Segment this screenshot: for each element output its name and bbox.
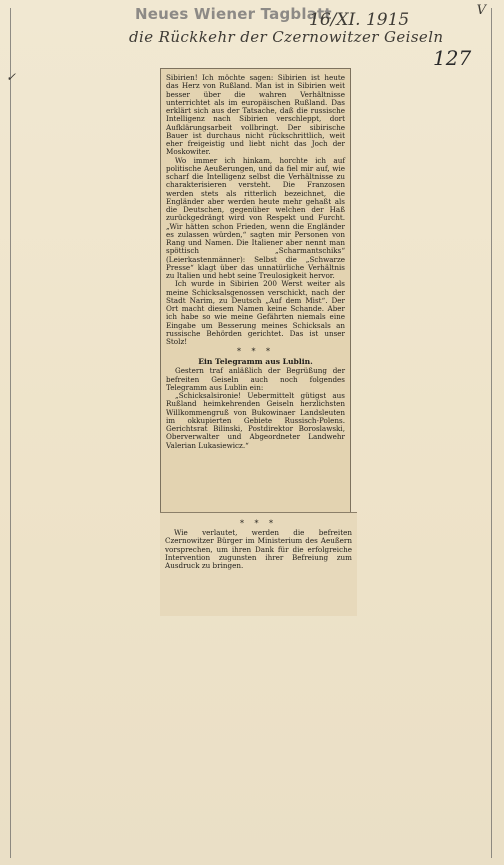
handwritten-caption: die Rückkehr der Czernowitzer Geiseln: [129, 28, 444, 46]
catalog-number: 127: [433, 46, 472, 70]
newspaper-stamp: Neues Wiener Tagblatt: [135, 5, 332, 23]
telegram-intro: Gestern traf anläßlich der Begrüßung der befreiten Geiseln auch noch folgendes Telegramm aus Lublin ein:: [166, 366, 345, 392]
telegram-headline: Ein Telegramm aus Lublin.: [198, 357, 313, 367]
closing-paragraph: Wie verlautet, werden die befreiten Czernowitzer Bürger im Ministerium des Aeußern vorsprechen, um ihren Dank für die erfolgreiche Intervention zugunsten ihrer Befreiung zum Ausdruck zu bringen.: [165, 528, 352, 570]
newspaper-clipping-main: [160, 68, 351, 528]
article-column: [161, 69, 350, 450]
article-paragraph: Ich wurde in Sibirien 200 Werst weiter als meine Schicksalsgenossen verschickt, nach der Stadt Narim, zu Deutsch „Auf dem Mist“. Der Ort macht diesem Namen keine Schande. Aber ich habe so wie meine Gefährten niemals eine Eingabe um Besserung meines Schicksals an russische Behörden gerichtet. Das ist unser Stolz!: [166, 279, 345, 346]
newspaper-clipping-continuation: [160, 512, 357, 616]
page-border-left: [10, 8, 11, 858]
margin-check-mark: ✓: [6, 70, 17, 84]
handwritten-date: 16/XI. 1915: [309, 10, 410, 30]
section-separator: * * *: [236, 347, 275, 357]
article-column-continued: [160, 513, 357, 570]
article-paragraph: Wo immer ich hinkam, horchte ich auf politische Aeußerungen, und da fiel mir auf, wie scharf die Intelligenz selbst die Verhältnisse zu charakterisieren versteht. Die Franzosen werden stets als ritterlich bezeichnet, die Engländer aber werden heute mehr gehaßt als die Deutschen, gegenüber welchen der Haß zurückgedrängt wird von Respekt und Furcht. „Wir hätten schon Frieden, wenn die Engländer es zulassen würden,“ sagten mir Personen von Rang und Namen. Die Italiener aber nennt man spöttisch „Scharmantschiks“ (Leierkastenmänner): Selbst die „Schwarze Presse“ klagt über das unnatürliche Verhältnis zu Italien und hebt seine Treulosigkeit hervor.: [166, 155, 345, 280]
section-separator: * * *: [239, 519, 278, 528]
article-paragraph: Sibirien! Ich möchte sagen: Sibirien ist heute das Herz von Rußland. Man ist in Sibirien weit besser über die wahren Verhältnisse unterrichtet als im europäischen Rußland. Das erklärt sich aus der Tatsache, daß die russische Intelligenz nach Sibirien verschleppt, dort Aufklärungsarbeit vollbringt. Der sibirische Bauer ist durchaus nicht rückschrittlich, weit eher freigeistig und liebt nicht das Joch der Moskowiter.: [166, 73, 345, 157]
telegram-text: „Schicksalsironie! Uebermittelt gütigst aus Rußland heimkehrenden Geiseln herzlichsten Willkommengruß von Bukowinaer Landsleuten im okkupierten Gebiete Russisch-Polens. Gerichtsrat Bilinski, Postdirektor Boroslawski, Oberverwalter und Abgeordneter Landwehr Valerian Lukasiewicz.“: [166, 391, 345, 450]
page-border-right: [491, 8, 492, 858]
page-mark: V: [476, 3, 486, 18]
